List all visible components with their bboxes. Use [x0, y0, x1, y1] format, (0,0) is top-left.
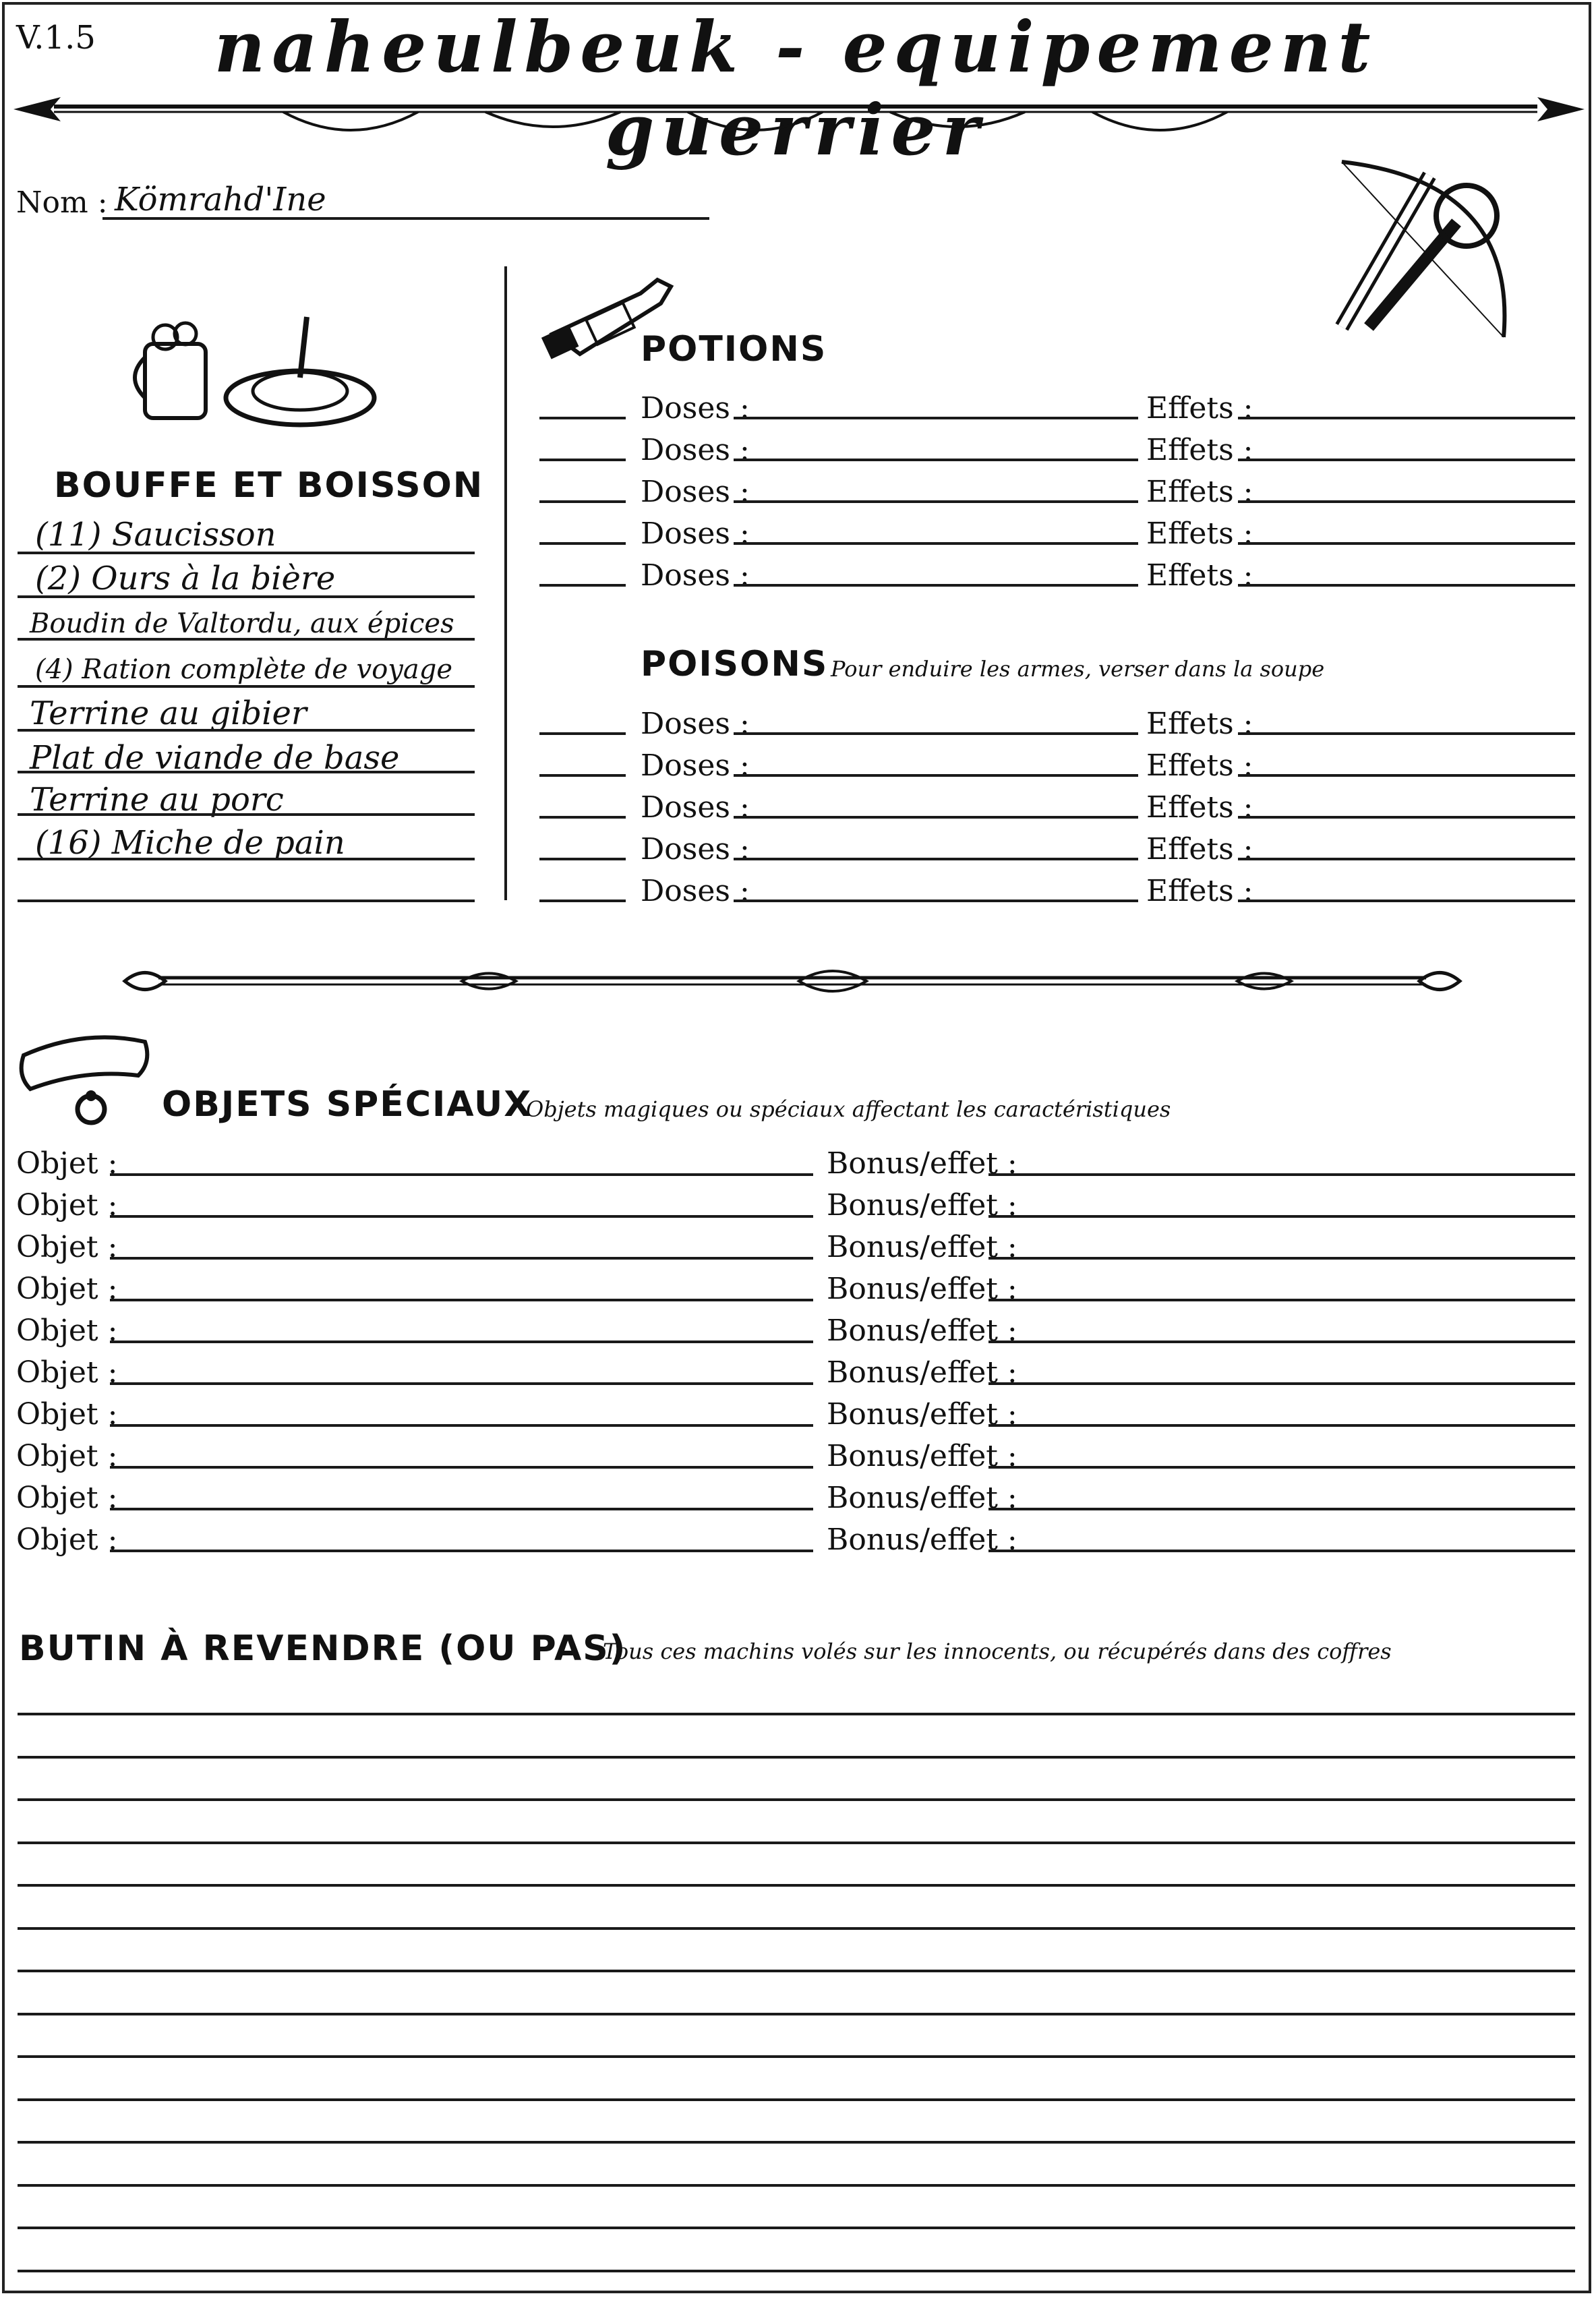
loot-line[interactable] — [18, 2141, 1575, 2144]
loot-line[interactable] — [18, 1798, 1575, 1801]
objet-field[interactable] — [110, 1173, 813, 1176]
doses-label: Doses : — [641, 832, 750, 866]
doses-field[interactable] — [734, 816, 1138, 819]
bonus-label: Bonus/effet : — [827, 1355, 1017, 1390]
bonus-label: Bonus/effet : — [827, 1397, 1017, 1432]
objet-label: Objet : — [16, 1439, 118, 1473]
loot-line[interactable] — [18, 1756, 1575, 1759]
objet-field[interactable] — [110, 1340, 813, 1343]
loot-line[interactable] — [18, 1884, 1575, 1887]
objet-field[interactable] — [110, 1508, 813, 1510]
objet-field[interactable] — [110, 1299, 813, 1301]
bonus-field[interactable] — [988, 1508, 1575, 1510]
name-field[interactable]: Kömrahd'Ine — [115, 181, 326, 218]
objet-field[interactable] — [110, 1382, 813, 1385]
quantity-field[interactable] — [539, 459, 626, 461]
doses-field[interactable] — [734, 774, 1138, 777]
loot-line[interactable] — [18, 2227, 1575, 2229]
effets-field[interactable] — [1238, 900, 1575, 902]
loot-section-title: BUTIN À REVENDRE (OU PAS) — [19, 1628, 627, 1669]
doses-label: Doses : — [641, 874, 750, 908]
food-item[interactable]: Boudin de Valtordu, aux épices — [30, 608, 454, 639]
doses-label: Doses : — [641, 558, 750, 593]
loot-line[interactable] — [18, 2270, 1575, 2272]
loot-line[interactable] — [18, 1713, 1575, 1715]
food-item[interactable]: Plat de viande de base — [30, 739, 400, 777]
bonus-field[interactable] — [988, 1215, 1575, 1218]
quantity-field[interactable] — [539, 732, 626, 735]
objet-label: Objet : — [16, 1188, 118, 1222]
objet-field[interactable] — [110, 1424, 813, 1427]
objet-field[interactable] — [110, 1550, 813, 1552]
bonus-field[interactable] — [988, 1550, 1575, 1552]
quantity-field[interactable] — [539, 858, 626, 860]
doses-label: Doses : — [641, 391, 750, 425]
bonus-label: Bonus/effet : — [827, 1314, 1017, 1348]
food-mug-icon — [138, 303, 378, 432]
food-item[interactable]: Terrine au gibier — [30, 695, 307, 732]
doses-label: Doses : — [641, 707, 750, 741]
effets-field[interactable] — [1238, 816, 1575, 819]
page-title: naheulbeuk - equipement guerrier — [214, 5, 1378, 171]
quantity-field[interactable] — [539, 584, 626, 587]
loot-line[interactable] — [18, 2098, 1575, 2101]
doses-label: Doses : — [641, 433, 750, 467]
doses-field[interactable] — [734, 584, 1138, 587]
version-label: V.1.5 — [16, 19, 96, 57]
bonus-label: Bonus/effet : — [827, 1481, 1017, 1515]
objet-field[interactable] — [110, 1257, 813, 1260]
effets-field[interactable] — [1238, 417, 1575, 419]
bonus-label: Bonus/effet : — [827, 1230, 1017, 1264]
food-section-title: BOUFFE ET BOISSON — [54, 465, 484, 506]
effets-field[interactable] — [1238, 774, 1575, 777]
name-label: Nom : — [16, 185, 108, 220]
special-subtitle: Objets magiques ou spéciaux affectant les caractéristiques — [526, 1096, 1171, 1122]
loot-line[interactable] — [18, 1927, 1575, 1930]
special-section-title: OBJETS SPÉCIAUX — [162, 1084, 533, 1125]
loot-subtitle: Tous ces machins volés sur les innocents, ou récupérés dans des coffres — [603, 1639, 1392, 1664]
bonus-field[interactable] — [988, 1466, 1575, 1469]
doses-label: Doses : — [641, 475, 750, 509]
loot-line[interactable] — [18, 2184, 1575, 2187]
quantity-field[interactable] — [539, 542, 626, 545]
loot-line[interactable] — [18, 2013, 1575, 2015]
doses-field[interactable] — [734, 500, 1138, 503]
effets-field[interactable] — [1238, 858, 1575, 860]
food-item[interactable]: Terrine au porc — [30, 781, 284, 819]
potions-section-title: POTIONS — [641, 329, 827, 370]
effets-label: Effets : — [1146, 748, 1253, 783]
bonus-field[interactable] — [988, 1382, 1575, 1385]
effets-label: Effets : — [1146, 832, 1253, 866]
objet-label: Objet : — [16, 1523, 118, 1557]
objet-field[interactable] — [110, 1466, 813, 1469]
effets-label: Effets : — [1146, 433, 1253, 467]
bonus-field[interactable] — [988, 1424, 1575, 1427]
bonus-label: Bonus/effet : — [827, 1146, 1017, 1181]
doses-field[interactable] — [734, 732, 1138, 735]
loot-line[interactable] — [18, 1842, 1575, 1844]
bonus-field[interactable] — [988, 1340, 1575, 1343]
bonus-field[interactable] — [988, 1173, 1575, 1176]
effets-label: Effets : — [1146, 707, 1253, 741]
quantity-field[interactable] — [539, 500, 626, 503]
effets-label: Effets : — [1146, 558, 1253, 593]
food-item[interactable]: (11) Saucisson — [35, 516, 276, 554]
quantity-field[interactable] — [539, 774, 626, 777]
effets-field[interactable] — [1238, 500, 1575, 503]
poisons-section-title: POISONS — [641, 644, 829, 684]
loot-line[interactable] — [18, 2055, 1575, 2058]
effets-label: Effets : — [1146, 475, 1253, 509]
quantity-field[interactable] — [539, 900, 626, 902]
doses-label: Doses : — [641, 790, 750, 825]
scroll-ring-icon — [17, 1028, 155, 1129]
food-item[interactable]: (4) Ration complète de voyage — [35, 654, 453, 685]
poisons-subtitle: Pour enduire les armes, verser dans la soupe — [831, 656, 1325, 682]
effets-label: Effets : — [1146, 391, 1253, 425]
column-divider — [504, 266, 507, 900]
bonus-label: Bonus/effet : — [827, 1272, 1017, 1306]
bonus-field[interactable] — [988, 1299, 1575, 1301]
objet-label: Objet : — [16, 1146, 118, 1181]
effets-label: Effets : — [1146, 790, 1253, 825]
effets-label: Effets : — [1146, 874, 1253, 908]
effets-field[interactable] — [1238, 584, 1575, 587]
objet-label: Objet : — [16, 1355, 118, 1390]
effets-field[interactable] — [1238, 542, 1575, 545]
objet-label: Objet : — [16, 1272, 118, 1306]
food-item[interactable]: (16) Miche de pain — [35, 824, 345, 862]
objet-label: Objet : — [16, 1230, 118, 1264]
bonus-label: Bonus/effet : — [827, 1439, 1017, 1473]
effets-field[interactable] — [1238, 732, 1575, 735]
loot-line[interactable] — [18, 1970, 1575, 1972]
food-item[interactable]: (2) Ours à la bière — [35, 560, 336, 597]
objet-label: Objet : — [16, 1314, 118, 1348]
doses-field[interactable] — [734, 542, 1138, 545]
crossed-weapons-icon — [1328, 155, 1524, 344]
effets-field[interactable] — [1238, 459, 1575, 461]
staff-divider-icon — [125, 958, 1460, 1005]
doses-label: Doses : — [641, 748, 750, 783]
objet-label: Objet : — [16, 1397, 118, 1432]
quantity-field[interactable] — [539, 816, 626, 819]
effets-label: Effets : — [1146, 517, 1253, 551]
doses-field[interactable] — [734, 858, 1138, 860]
bonus-field[interactable] — [988, 1257, 1575, 1260]
doses-field[interactable] — [734, 417, 1138, 419]
doses-field[interactable] — [734, 459, 1138, 461]
name-underline — [102, 217, 709, 220]
spear-divider-icon — [13, 88, 1585, 148]
doses-field[interactable] — [734, 900, 1138, 902]
quantity-field[interactable] — [539, 417, 626, 419]
bonus-label: Bonus/effet : — [827, 1188, 1017, 1222]
objet-label: Objet : — [16, 1481, 118, 1515]
doses-label: Doses : — [641, 517, 750, 551]
bonus-label: Bonus/effet : — [827, 1523, 1017, 1557]
objet-field[interactable] — [110, 1215, 813, 1218]
